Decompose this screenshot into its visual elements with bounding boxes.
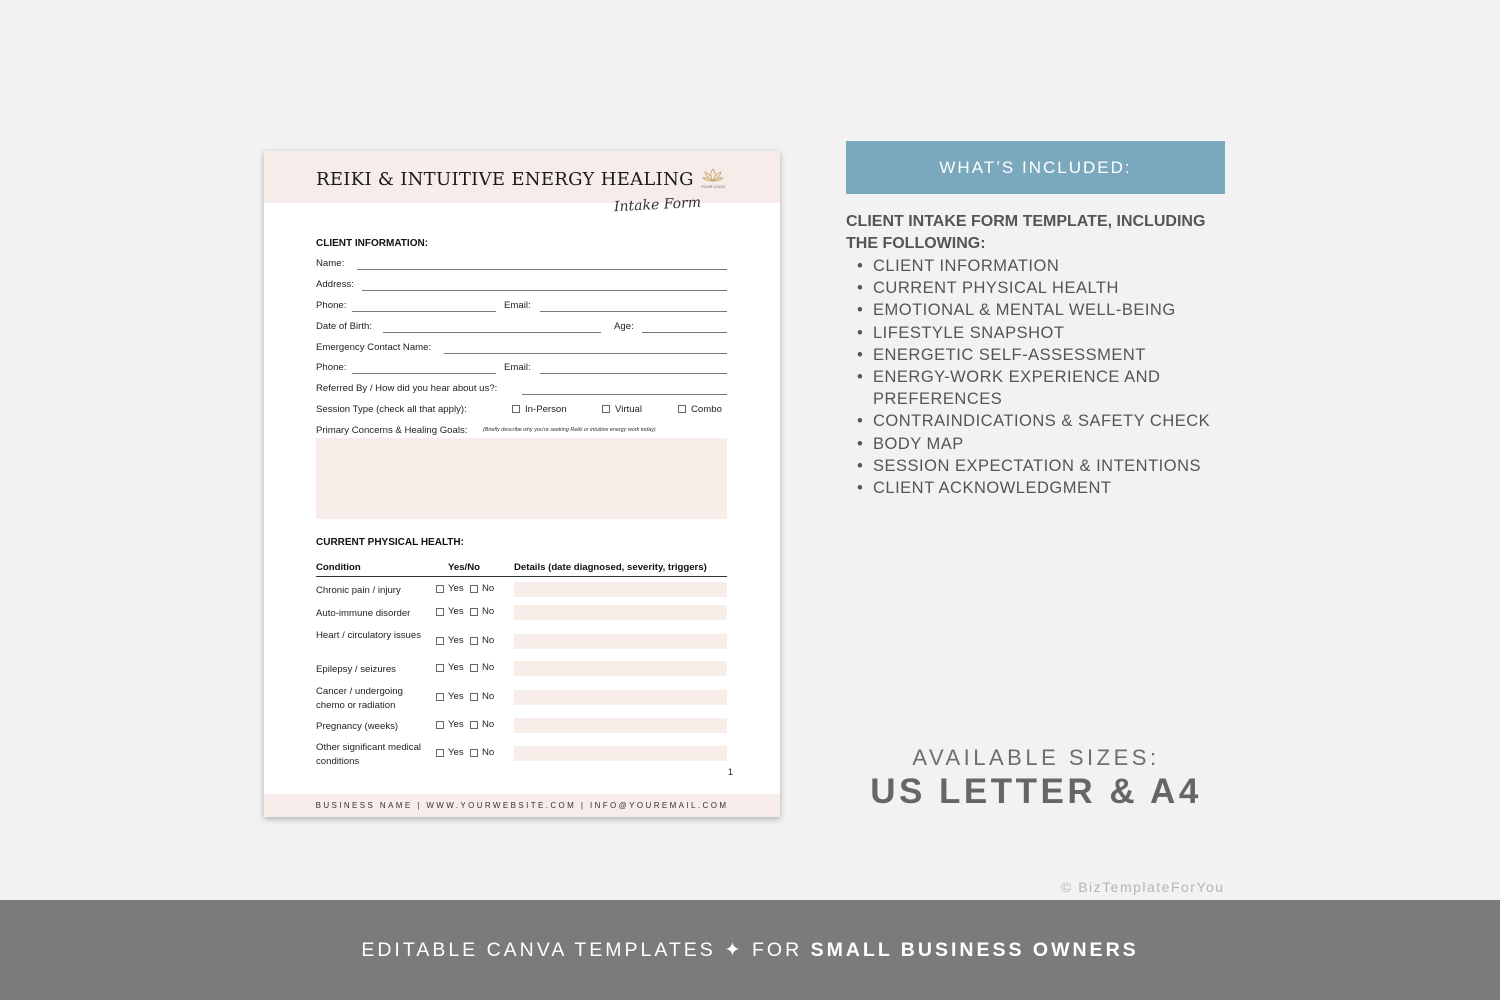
- combo-checkbox[interactable]: [678, 405, 686, 413]
- included-item: • CURRENT PHYSICAL HEALTH: [846, 277, 1226, 299]
- dob-label: Date of Birth:: [316, 321, 372, 332]
- details-field[interactable]: [514, 661, 727, 676]
- condition-label: Other significant medical conditions: [316, 742, 422, 767]
- tagline-part2: SMALL BUSINESS OWNERS: [810, 939, 1139, 961]
- form-header: [264, 151, 780, 203]
- sizes-label: AVAILABLE SIZES:: [912, 745, 1160, 770]
- yes-checkbox[interactable]: [436, 721, 444, 729]
- virtual-label: Virtual: [615, 404, 643, 415]
- no-checkbox[interactable]: [470, 693, 478, 701]
- yes-checkbox[interactable]: [436, 637, 444, 645]
- no-checkbox[interactable]: [470, 749, 478, 757]
- tagline: [0, 938, 1500, 962]
- logo-text: YOUR LOGO: [701, 184, 726, 189]
- yes-checkbox[interactable]: [436, 608, 444, 616]
- no-checkbox[interactable]: [470, 721, 478, 729]
- condition-label: Epilepsy / seizures: [316, 664, 396, 675]
- combo-label: Combo: [691, 404, 722, 415]
- emergency-email-line[interactable]: [540, 373, 727, 374]
- yes-checkbox[interactable]: [436, 664, 444, 672]
- no-label: No: [482, 635, 495, 646]
- no-label: No: [482, 719, 495, 730]
- yes-label: Yes: [448, 662, 464, 673]
- yes-label: Yes: [448, 719, 464, 730]
- yes-checkbox[interactable]: [436, 585, 444, 593]
- yes-label: Yes: [448, 691, 464, 702]
- yes-checkbox[interactable]: [436, 693, 444, 701]
- emergency-email-label: Email:: [504, 362, 531, 373]
- yes-label: Yes: [448, 583, 464, 594]
- emergency-phone-label: Phone:: [316, 362, 347, 373]
- no-checkbox[interactable]: [470, 637, 478, 645]
- details-field[interactable]: [514, 582, 727, 597]
- condition-label: Chronic pain / injury: [316, 585, 401, 596]
- yes-label: Yes: [448, 635, 464, 646]
- form-page-preview: [264, 151, 780, 817]
- sizes-value: US LETTER & A4: [870, 772, 1202, 811]
- included-item: • CLIENT ACKNOWLEDGMENT: [846, 477, 1226, 499]
- condition-column-header: Condition: [316, 562, 361, 573]
- included-item: • CONTRAINDICATIONS & SAFETY CHECK: [846, 410, 1226, 432]
- included-item: • LIFESTYLE SNAPSHOT: [846, 322, 1226, 344]
- age-line[interactable]: [642, 332, 727, 333]
- condition-label: Cancer / undergoing chemo or radiation: [316, 686, 403, 711]
- address-label: Address:: [316, 279, 354, 290]
- concerns-textarea[interactable]: [316, 438, 727, 519]
- email-line[interactable]: [540, 311, 727, 312]
- no-label: No: [482, 662, 495, 673]
- no-checkbox[interactable]: [470, 608, 478, 616]
- concerns-label: Primary Concerns & Healing Goals:: [316, 425, 468, 436]
- emergency-phone-line[interactable]: [352, 373, 496, 374]
- no-label: No: [482, 747, 495, 758]
- emergency-label: Emergency Contact Name:: [316, 342, 432, 353]
- details-field[interactable]: [514, 690, 727, 705]
- yes-checkbox[interactable]: [436, 749, 444, 757]
- in-person-label: In-Person: [525, 404, 567, 415]
- details-column-header: Details (date diagnosed, severity, triggers): [514, 562, 707, 573]
- yes-label: Yes: [448, 747, 464, 758]
- details-field[interactable]: [514, 634, 727, 649]
- included-item: • EMOTIONAL & MENTAL WELL-BEING: [846, 299, 1226, 321]
- referred-line[interactable]: [522, 394, 727, 395]
- no-label: No: [482, 606, 495, 617]
- included-item: • SESSION EXPECTATION & INTENTIONS: [846, 455, 1226, 477]
- address-line[interactable]: [362, 290, 727, 291]
- physical-health-heading: CURRENT PHYSICAL HEALTH:: [316, 537, 464, 548]
- virtual-checkbox[interactable]: [602, 405, 610, 413]
- emergency-line[interactable]: [444, 353, 727, 354]
- client-info-heading: CLIENT INFORMATION:: [316, 238, 429, 249]
- included-item: • BODY MAP: [846, 433, 1226, 455]
- condition-label: Heart / circulatory issues: [316, 630, 422, 641]
- no-checkbox[interactable]: [470, 664, 478, 672]
- in-person-checkbox[interactable]: [512, 405, 520, 413]
- included-list: [846, 255, 1226, 499]
- session-type-label: Session Type (check all that apply):: [316, 404, 467, 415]
- page-number: 1: [728, 767, 734, 777]
- email-label: Email:: [504, 300, 531, 311]
- form-subtitle: Intake Form: [613, 194, 702, 216]
- form-footer: BUSINESS NAME | WWW.YOURWEBSITE.COM | INFO@YOUREMAIL.COM: [264, 794, 780, 817]
- form-title: REIKI & INTUITIVE ENERGY HEALING: [316, 169, 694, 190]
- included-item: • ENERGETIC SELF-ASSESSMENT: [846, 344, 1226, 366]
- yesno-column-header: Yes/No: [448, 562, 480, 573]
- tagline-part1: EDITABLE CANVA TEMPLATES ✦ FOR: [361, 939, 811, 961]
- dob-line[interactable]: [383, 332, 601, 333]
- included-item: • ENERGY-WORK EXPERIENCE AND PREFERENCES: [846, 366, 1226, 410]
- name-label: Name:: [316, 258, 345, 269]
- condition-label: Pregnancy (weeks): [316, 721, 399, 732]
- phone-line[interactable]: [352, 311, 496, 312]
- age-label: Age:: [614, 321, 634, 332]
- phone-label: Phone:: [316, 300, 347, 311]
- no-checkbox[interactable]: [470, 585, 478, 593]
- details-field[interactable]: [514, 746, 727, 761]
- no-label: No: [482, 691, 495, 702]
- name-line[interactable]: [357, 269, 727, 270]
- referred-label: Referred By / How did you hear about us?:: [316, 383, 498, 394]
- concerns-note: (Briefly describe why you're seeking Reiki or intuitive energy work today): [483, 427, 656, 433]
- included-item: • CLIENT INFORMATION: [846, 255, 1226, 277]
- copyright-credit: © BizTemplateForYou: [1061, 879, 1225, 895]
- table-header-rule: [316, 576, 727, 577]
- lotus-logo-icon: [702, 167, 724, 183]
- condition-label: Auto-immune disorder: [316, 608, 411, 619]
- included-intro: CLIENT INTAKE FORM TEMPLATE, INCLUDING THE FOLLOWING:: [846, 213, 1206, 252]
- yes-label: Yes: [448, 606, 464, 617]
- whats-included-banner: WHAT’S INCLUDED:: [846, 141, 1225, 194]
- details-field[interactable]: [514, 718, 727, 733]
- bottom-band: [0, 900, 1500, 1000]
- no-label: No: [482, 583, 495, 594]
- details-field[interactable]: [514, 605, 727, 620]
